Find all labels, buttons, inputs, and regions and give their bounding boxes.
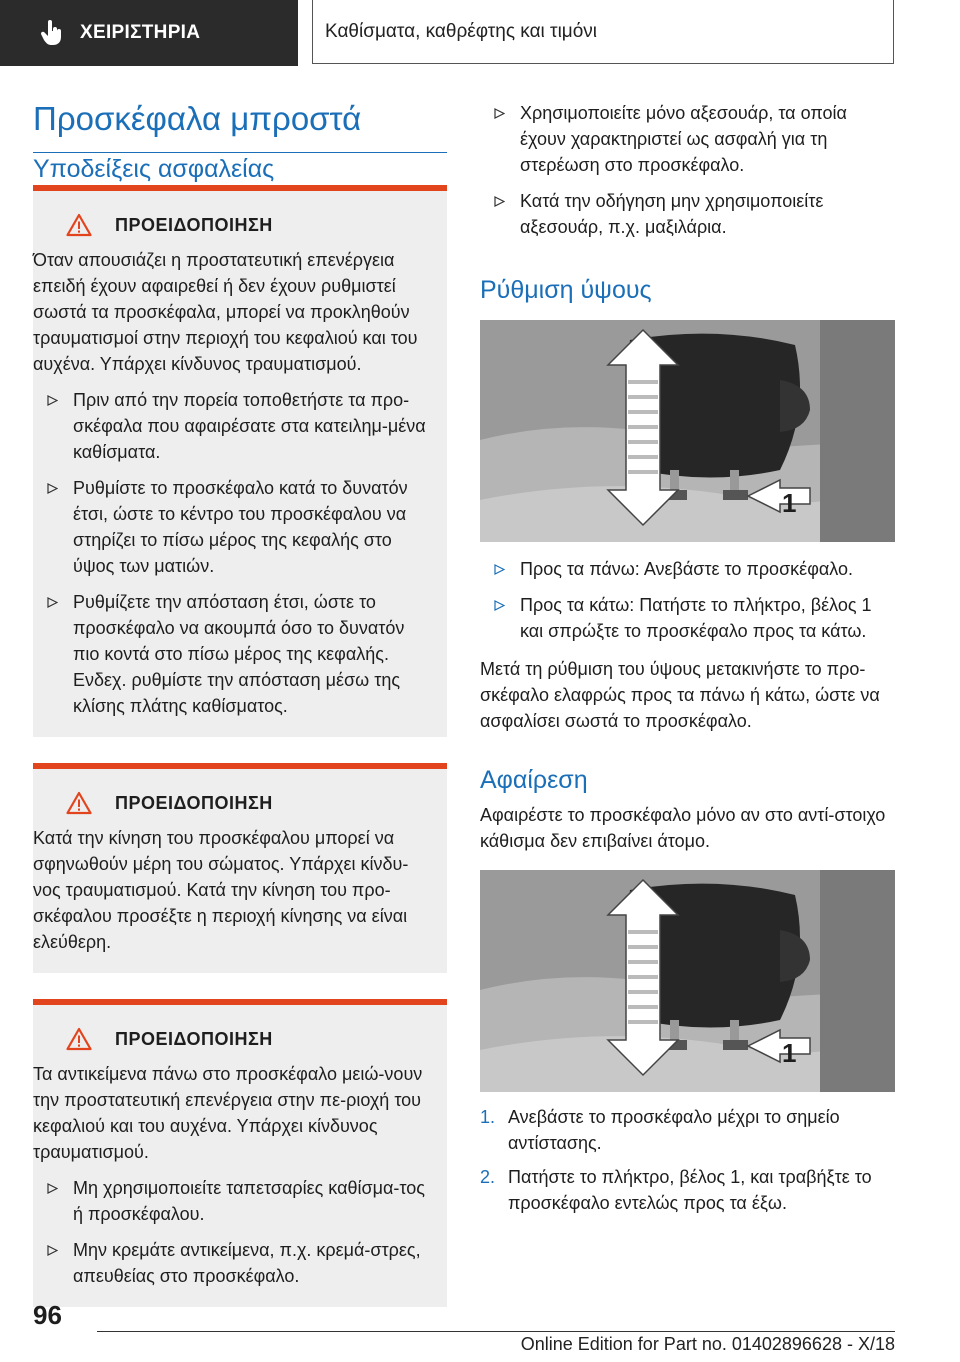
breadcrumb-text: Καθίσματα, καθρέφτης και τιμόνι <box>325 20 598 42</box>
warning-text: Κατά την κίνηση του προσκέφαλου μπορεί να σφηνωθούν μέρη του σώματος. Υπάρχει κίνδυ-νος τραυματισμού. Κατά την κίνηση του προ-σκέφαλου προσέξτε η περιοχή κίνησης να είναι ελεύθερη. <box>33 828 409 952</box>
list-item-text: Χρησιμοποιείτε μόνο αξεσουάρ, τα οποία έχουν χαρακτηριστεί ως ασφαλή για τη στερέωση στο προσκέφαλο. <box>520 103 847 175</box>
bullet-triangle-icon <box>494 108 505 119</box>
warning-triangle-icon <box>66 213 92 237</box>
header-tab[interactable] <box>0 0 298 66</box>
section-height-title: Ρύθμιση ύψους <box>480 276 652 304</box>
bullet-triangle-icon <box>494 196 505 207</box>
list-item <box>33 387 431 465</box>
list-item <box>33 475 431 579</box>
step-text: Ανεβάστε το προσκέφαλο μέχρι το σημείο αντίστασης. <box>508 1107 840 1153</box>
photo-arrow-label: 1 <box>782 1038 797 1068</box>
warning-box-2 <box>33 763 447 973</box>
list-item-text: Προς τα κάτω: Πατήστε το πλήκτρο, βέλος 1 και σπρώξτε το προσκέφαλο προς τα κάτω. <box>520 595 872 641</box>
list-item <box>33 1237 431 1289</box>
headrest-photo-2 <box>480 870 895 1092</box>
warning-title: ΠΡΟΕΙΔΟΠΟΙΗΣΗ <box>115 214 273 235</box>
bullet-triangle-icon <box>47 1183 58 1194</box>
warning-box-3 <box>33 999 447 1307</box>
bullet-triangle-icon <box>47 1245 58 1256</box>
header-tab-label: ΧΕΙΡΙΣΤΗΡΙΑ <box>80 22 201 43</box>
warning-triangle-icon <box>66 791 92 815</box>
step-text: Πατήστε το πλήκτρο, βέλος 1, και τραβήξτε το προσκέφαλο εντελώς προς τα έξω. <box>508 1167 872 1213</box>
list-item <box>480 100 895 178</box>
list-item <box>480 592 895 644</box>
bullet-triangle-icon <box>47 597 58 608</box>
list-item-text: Πριν από την πορεία τοποθετήστε τα προ-σκέφαλα που αφαιρέσατε στα κατειλημ-μένα καθίσματα. <box>73 390 426 462</box>
headrest-photo-1 <box>480 320 895 542</box>
list-item-text: Μη χρησιμοποιείτε ταπετσαρίες καθίσμα-τος ή προσκέφαλου. <box>73 1178 425 1224</box>
warning-title: ΠΡΟΕΙΔΟΠΟΙΗΣΗ <box>115 792 273 813</box>
warning-box-1 <box>33 185 447 737</box>
step-number: 1. <box>480 1107 496 1127</box>
bullet-triangle-icon <box>494 600 505 611</box>
right-column <box>480 98 895 1216</box>
page-number: 96 <box>33 1300 62 1330</box>
left-column <box>33 98 447 1307</box>
list-item-text: Ρυθμίστε το προσκέφαλο κατά το δυνατόν έτσι, ώστε το κέντρο του προσκέφαλου να στηρίζει το πίσω μέρος της κεφαλής στο ύψος των ματιών. <box>73 478 408 576</box>
height-paragraph: Μετά τη ρύθμιση του ύψους μετακινήστε το προ-σκέφαλο ελαφρώς προς τα πάνω ή κάτω, ώστε να ασφαλίσει σωστά το προσκέφαλο. <box>480 659 880 731</box>
bullet-triangle-icon <box>47 395 58 406</box>
list-item-text: Προς τα πάνω: Ανεβάστε το προσκέφαλο. <box>520 559 854 579</box>
page-title: Προσκέφαλα μπροστά <box>33 98 447 153</box>
warning-text: Τα αντικείμενα πάνω στο προσκέφαλο μειώ-νουν την προστατευτική επενέργεια στην πε-ριοχή του κεφαλιού και του αυχένα. Υπάρχει κίνδυνος τραυματισμού. <box>33 1064 423 1162</box>
breadcrumb <box>312 0 894 64</box>
step-item <box>480 1164 895 1216</box>
list-item <box>33 589 431 719</box>
list-item-text: Κατά την οδήγηση μην χρησιμοποιείτε αξεσουάρ, π.χ. μαξιλάρια. <box>520 191 824 237</box>
list-item-text: Μην κρεμάτε αντικείμενα, π.χ. κρεμά-στρες, απευθείας στο προσκέφαλο. <box>73 1240 421 1286</box>
list-item-text: Ρυθμίζετε την απόσταση έτσι, ώστε το προσκέφαλο να ακουμπά όσο το δυνατόν πιο κοντά στο πίσω μέρος της κεφαλής. Ενδεχ. ρυθμίστε την απόσταση μέσω της κλίσης πλάτης καθίσματος. <box>73 592 405 716</box>
list-item <box>33 1175 431 1227</box>
photo-arrow-label: 1 <box>782 488 797 518</box>
hand-pointer-icon <box>40 20 64 46</box>
bullet-triangle-icon <box>494 564 505 575</box>
step-number: 2. <box>480 1167 496 1187</box>
list-item <box>480 556 895 582</box>
step-item <box>480 1104 895 1156</box>
warning-title: ΠΡΟΕΙΔΟΠΟΙΗΣΗ <box>115 1028 273 1049</box>
section-removal-title: Αφαίρεση <box>480 766 588 794</box>
removal-paragraph: Αφαιρέστε το προσκέφαλο μόνο αν στο αντί-στοιχο κάθισμα δεν επιβαίνει άτομο. <box>480 805 886 851</box>
warning-triangle-icon <box>66 1027 92 1051</box>
footer-edition: Online Edition for Part no. 01402896628 - X/18 <box>520 1334 895 1354</box>
bullet-triangle-icon <box>47 483 58 494</box>
warning-text: Όταν απουσιάζει η προστατευτική επενέργεια επειδή έχουν αφαιρεθεί ή δεν έχουν ρυθμιστεί σωστά τα προσκέφαλα, μπορεί να προκληθούν τραυματισμοί στην περιοχή του κεφαλιού και του αυχένα. Υπάρχει κίνδυνος τραυματισμού. <box>33 250 418 374</box>
list-item <box>480 188 895 240</box>
footer-divider <box>97 1331 895 1332</box>
section-safety-title: Υποδείξεις ασφαλείας <box>33 155 275 183</box>
